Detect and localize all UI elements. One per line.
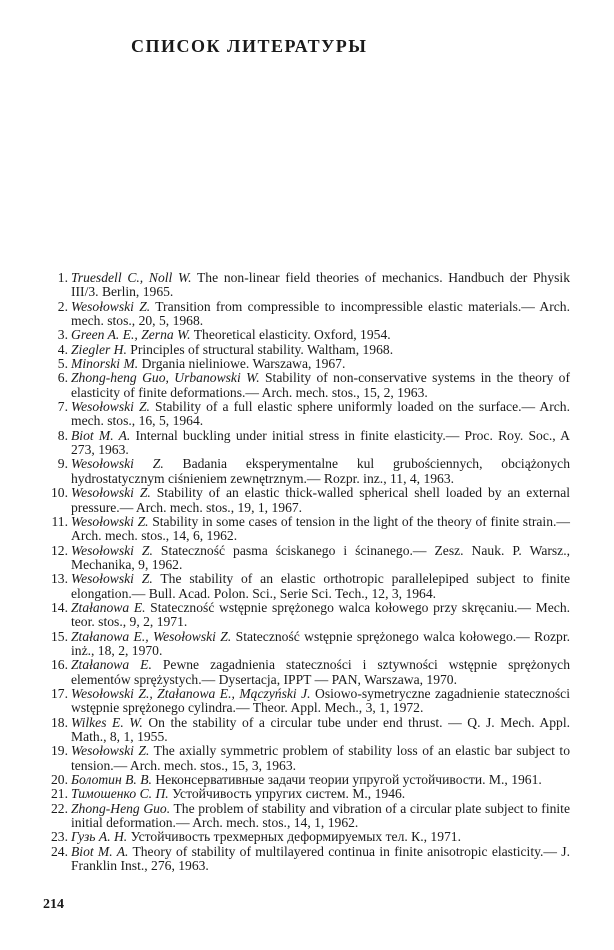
reference-number: 14. [51, 599, 68, 615]
reference-body: Pewne zagadnienia stateczności i sztywności wstępnie sprężonych elementów sprężystych.— Dysertacja, IPPT — PAN, Warszawa, 1970. [71, 657, 570, 687]
reference-text [71, 328, 570, 342]
reference-item [48, 371, 570, 400]
reference-item [48, 486, 570, 515]
reference-text [71, 457, 570, 486]
reference-body: Устойчивость трехмерных деформируемых тел. К., 1971. [127, 829, 462, 845]
reference-item [48, 328, 570, 342]
reference-text [71, 572, 570, 601]
reference-authors: Wesołowski Z. [71, 571, 153, 587]
reference-body: Stability of non-conservative systems in the theory of elasticity of finite deformations.— Arch. mech. stos., 15, 2, 1963. [71, 370, 570, 400]
reference-item [48, 457, 570, 486]
reference-body: Неконсервативные задачи теории упругой устойчивости. М., 1961. [151, 772, 542, 788]
reference-item [48, 271, 570, 300]
reference-body: Устойчивость упругих систем. М., 1946. [168, 786, 406, 802]
reference-item [48, 601, 570, 630]
reference-number: 21. [51, 786, 68, 802]
reference-text [71, 787, 570, 801]
reference-item [48, 658, 570, 687]
reference-number: 2. [57, 298, 68, 314]
reference-text [71, 845, 570, 874]
reference-authors: Zhong-heng Guo, Urbanowski W. [71, 370, 260, 386]
reference-text [71, 744, 570, 773]
reference-authors: Болотин В. В. [71, 772, 152, 788]
reference-authors: Biot M. A. [71, 427, 131, 443]
reference-authors: Ziegler H. [71, 341, 127, 357]
reference-text [71, 300, 570, 329]
reference-text [71, 802, 570, 831]
reference-body: Stability of an elastic thick-walled spherical shell loaded by an external pressure.— Arch. mech. stos., 19, 1, 1967. [71, 485, 571, 515]
reference-authors: Wesołowski Z. [71, 485, 151, 501]
reference-number: 8. [57, 427, 68, 443]
reference-item [48, 572, 570, 601]
reference-text [71, 400, 570, 429]
reference-number: 23. [51, 829, 68, 845]
reference-body: Theory of stability of multilayered continua in finite anisotropic elasticity.— J. Franklin Inst., 276, 1963. [71, 843, 570, 874]
reference-authors: Biot M. A. [71, 843, 129, 859]
reference-body: The axially symmetric problem of stability loss of an elastic bar subject to tension.— Arch. mech. stos., 15, 3, 1963. [71, 743, 571, 773]
reference-authors: Wesołowski Z. [71, 513, 149, 529]
page-number: 214 [43, 897, 64, 912]
reference-body: The problem of stability and vibration of a circular plate subject to finite initial deformation.— Arch. mech. stos., 14, 1, 1962. [71, 800, 570, 831]
reference-body: Badania eksperymentalne kul grubościennych, obciążonych hydrostatycznym ciśnieniem zewnętrznym.— Rozpr. inz., 11, 4, 1963. [71, 456, 570, 486]
reference-text [71, 357, 570, 371]
reference-item [48, 544, 570, 573]
page-title: СПИСОК ЛИТЕРАТУРЫ [131, 36, 368, 56]
reference-item [48, 687, 570, 716]
reference-item [48, 845, 570, 874]
reference-authors: Гузь А. Н. [71, 829, 128, 845]
reference-item [48, 744, 570, 773]
reference-number: 6. [57, 370, 68, 386]
reference-text [71, 271, 570, 300]
reference-number: 22. [51, 800, 68, 816]
reference-item [48, 400, 570, 429]
reference-number: 12. [51, 542, 68, 558]
reference-number: 13. [51, 571, 68, 587]
reference-text [71, 658, 570, 687]
reference-text [71, 486, 570, 515]
reference-body: Osiowo-symetryczne zagadnienie stateczności wstępnie sprężonego cylindra.— Theor. Appl. Mech., 3, 1, 1972. [71, 685, 570, 716]
reference-authors: Тимошенко С. П. [71, 786, 169, 802]
reference-number: 10. [51, 485, 68, 501]
reference-item [48, 429, 570, 458]
reference-number: 9. [57, 456, 68, 472]
reference-item [48, 830, 570, 844]
reference-number: 16. [51, 657, 68, 673]
reference-item [48, 630, 570, 659]
reference-text [71, 687, 570, 716]
reference-number: 5. [57, 356, 68, 372]
reference-text [71, 515, 570, 544]
reference-authors: Zhong-Heng Guo. [71, 800, 171, 816]
reference-number: 11. [51, 513, 68, 529]
reference-number: 4. [57, 341, 68, 357]
reference-body: Stability in some cases of tension in the light of the theory of finite strain.— Arch. mech. stos., 14, 6, 1962. [71, 513, 571, 544]
reference-body: The stability of an elastic orthotropic parallelepiped subject to finite elongation.— Bull. Acad. Polon. Sci., Serie Sci. Tech., 12, 3, 1964. [71, 571, 570, 601]
reference-number: 7. [57, 399, 68, 415]
reference-authors: Wesołowski Z. [71, 456, 164, 472]
reference-text [71, 371, 570, 400]
reference-item [48, 716, 570, 745]
reference-number: 1. [57, 270, 68, 285]
reference-body: The non-linear field theories of mechanics. Handbuch der Physik III/3. Berlin, 1965. [71, 270, 570, 300]
reference-body: Stateczność wstępnie sprężonego walca kołowego przy skręcaniu.— Mech. teor. stos., 9, 2, 1971. [71, 599, 571, 630]
reference-number: 3. [57, 327, 68, 343]
reference-body: Transition from compressible to incompressible elastic materials.— Arch. mech. stos., 20, 5, 1968. [71, 298, 571, 329]
reference-body: On the stability of a circular tube under end thrust. — Q. J. Mech. Appl. Math., 8, 1, 1955. [71, 714, 571, 744]
reference-item [48, 343, 570, 357]
reference-number: 20. [51, 772, 68, 788]
reference-authors: Wilkes E. W. [71, 714, 143, 730]
reference-item [48, 300, 570, 329]
reference-item [48, 515, 570, 544]
reference-number: 19. [51, 743, 68, 759]
reference-authors: Green A. E., Zerna W. [71, 327, 191, 343]
reference-body: Stateczność pasma ściskanego i ścinanego.— Zesz. Nauk. P. Warsz., Mechanika, 9, 1962. [71, 542, 570, 572]
reference-item [48, 357, 570, 371]
reference-authors: Wesołowski Z. [71, 399, 150, 415]
reference-body: Theoretical elasticity. Oxford, 1954. [190, 327, 391, 343]
reference-text [71, 544, 570, 573]
reference-authors: Ztałanowa E. [71, 599, 146, 615]
reference-authors: Ztałanowa E., Wesołowski Z. [71, 628, 232, 644]
reference-authors: Truesdell C., Noll W. [71, 270, 192, 285]
reference-text [71, 343, 570, 357]
reference-number: 18. [51, 714, 68, 730]
reference-authors: Minorski M. [71, 356, 139, 372]
reference-body: Internal buckling under initial stress in finite elasticity.— Proc. Roy. Soc., A 273, 1963. [71, 427, 570, 458]
reference-text [71, 830, 570, 844]
reference-item [48, 773, 570, 787]
reference-body: Stability of a full elastic sphere uniformly loaded on the surface.— Arch. mech. stos., 16, 5, 1964. [71, 399, 570, 429]
reference-item [48, 802, 570, 831]
reference-authors: Ztałanowa E. [71, 657, 152, 673]
reference-authors: Wesołowski Z., Ztałanowa E., Mączyński J. [71, 685, 311, 701]
reference-number: 15. [51, 628, 68, 644]
reference-authors: Wesołowski Z. [71, 542, 153, 558]
reference-body: Stateczność wstępnie sprężonego walca kołowego.— Rozpr. inż., 18, 2, 1970. [71, 628, 571, 658]
reference-list [48, 271, 570, 873]
reference-text [71, 716, 570, 745]
reference-body: Principles of structural stability. Waltham, 1968. [126, 341, 394, 357]
reference-text [71, 773, 570, 787]
reference-number: 17. [51, 685, 68, 701]
reference-text [71, 601, 570, 630]
reference-item [48, 787, 570, 801]
reference-text [71, 630, 570, 659]
reference-authors: Wesołowski Z. [71, 743, 150, 759]
reference-authors: Wesołowski Z. [71, 298, 151, 314]
reference-number: 24. [51, 843, 68, 859]
reference-body: Drgania nieliniowe. Warszawa, 1967. [138, 356, 346, 372]
reference-text [71, 429, 570, 458]
